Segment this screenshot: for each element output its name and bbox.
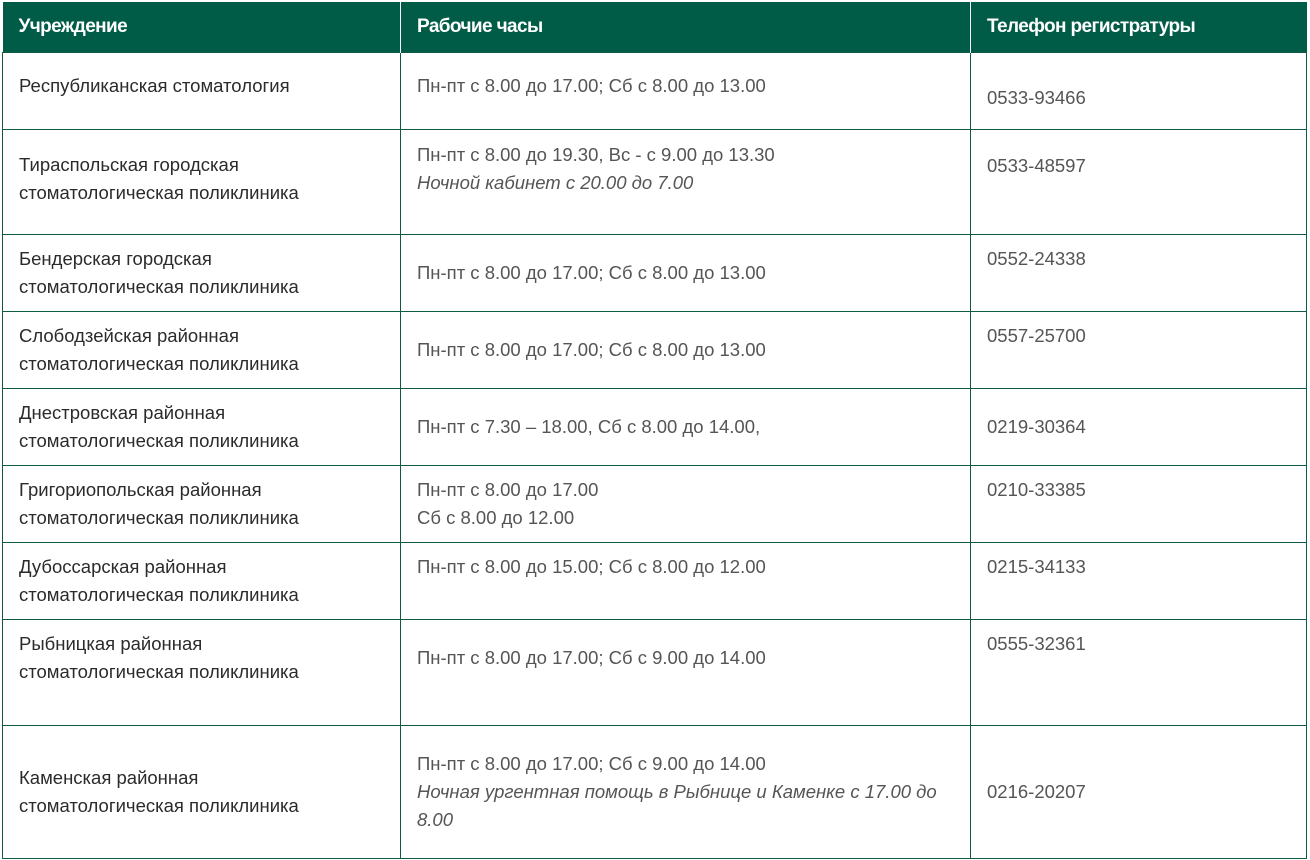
phone-number: 0219-30364 xyxy=(987,416,1086,437)
table-row xyxy=(3,312,1307,389)
institution-name-line: стоматологическая поликлиника xyxy=(19,430,299,451)
phone-cell xyxy=(971,543,1307,620)
institution-name-line: Каменская районная xyxy=(19,767,199,788)
table-row xyxy=(3,466,1307,543)
hours-line: Сб с 8.00 до 12.00 xyxy=(417,507,575,528)
institution-name-line: Дубоссарская районная xyxy=(19,556,227,577)
hours-cell xyxy=(401,130,971,235)
phone-number: 0533-93466 xyxy=(987,87,1086,108)
phone-cell xyxy=(971,312,1307,389)
table-row xyxy=(3,53,1307,130)
institution-name-line: Днестровская районная xyxy=(19,402,226,423)
hours-line: Пн-пт с 8.00 до 15.00; Сб с 8.00 до 12.00 xyxy=(417,556,766,577)
institution-cell xyxy=(3,389,401,466)
hours-cell xyxy=(401,466,971,543)
hours-line: Пн-пт с 8.00 до 17.00; Сб с 8.00 до 13.00 xyxy=(417,339,766,360)
phone-cell xyxy=(971,235,1307,312)
institution-cell xyxy=(3,466,401,543)
phone-cell xyxy=(971,53,1307,130)
institution-cell xyxy=(3,130,401,235)
phone-cell xyxy=(971,466,1307,543)
table-row xyxy=(3,620,1307,726)
institution-name-line: стоматологическая поликлиника xyxy=(19,795,299,816)
institution-cell xyxy=(3,543,401,620)
phone-number: 0215-34133 xyxy=(987,556,1086,577)
institution-name-line: стоматологическая поликлиника xyxy=(19,276,299,297)
institution-cell xyxy=(3,726,401,859)
phone-cell xyxy=(971,726,1307,859)
hours-cell xyxy=(401,389,971,466)
hours-line: Пн-пт с 8.00 до 19.30, Вс - с 9.00 до 13.30 xyxy=(417,144,775,165)
phone-number: 0555-32361 xyxy=(987,633,1086,654)
table-row xyxy=(3,130,1307,235)
institution-cell xyxy=(3,620,401,726)
hours-line: Пн-пт с 8.00 до 17.00; Сб с 9.00 до 14.00 xyxy=(417,647,766,668)
phone-number: 0533-48597 xyxy=(987,155,1086,176)
hours-line: Пн-пт с 8.00 до 17.00; Сб с 9.00 до 14.00 xyxy=(417,753,766,774)
institution-name-line: Тираспольская городская xyxy=(19,154,239,175)
institution-name-line: стоматологическая поликлиника xyxy=(19,353,299,374)
header-phone: Телефон регистратуры xyxy=(971,2,1307,53)
hours-cell xyxy=(401,312,971,389)
phone-number: 0216-20207 xyxy=(987,781,1086,802)
institution-name-line: Рыбницкая районная xyxy=(19,633,203,654)
table-row xyxy=(3,543,1307,620)
institution-cell xyxy=(3,312,401,389)
table-row xyxy=(3,389,1307,466)
phone-cell xyxy=(971,130,1307,235)
hours-cell xyxy=(401,53,971,130)
institution-name-line: Республиканская стоматология xyxy=(19,75,290,96)
institution-cell xyxy=(3,53,401,130)
institution-name-line: Григориопольская районная xyxy=(19,479,262,500)
hours-note: Ночной кабинет с 20.00 до 7.00 xyxy=(417,172,694,193)
phone-number: 0557-25700 xyxy=(987,325,1086,346)
hours-cell xyxy=(401,543,971,620)
hours-line: Пн-пт с 7.30 – 18.00, Сб с 8.00 до 14.00, xyxy=(417,416,761,437)
institution-name-line: стоматологическая поликлиника xyxy=(19,661,299,682)
hours-line: Пн-пт с 8.00 до 17.00; Сб с 8.00 до 13.00 xyxy=(417,75,766,96)
hours-line: Пн-пт с 8.00 до 17.00 xyxy=(417,479,599,500)
hours-cell xyxy=(401,726,971,859)
institution-name-line: Бендерская городская xyxy=(19,248,212,269)
header-institution: Учреждение xyxy=(3,2,401,53)
hours-line: Пн-пт с 8.00 до 17.00; Сб с 8.00 до 13.00 xyxy=(417,262,766,283)
table-row xyxy=(3,726,1307,859)
institution-name-line: Слободзейская районная xyxy=(19,325,239,346)
institution-cell xyxy=(3,235,401,312)
table-row xyxy=(3,235,1307,312)
hours-note: Ночная ургентная помощь в Рыбнице и Каменке с 17.00 до 8.00 xyxy=(417,781,937,830)
phone-cell xyxy=(971,389,1307,466)
header-hours: Рабочие часы xyxy=(401,2,971,53)
institution-name-line: стоматологическая поликлиника xyxy=(19,507,299,528)
clinics-table xyxy=(2,2,1307,859)
phone-number: 0210-33385 xyxy=(987,479,1086,500)
hours-cell xyxy=(401,620,971,726)
institution-name-line: стоматологическая поликлиника xyxy=(19,584,299,605)
phone-cell xyxy=(971,620,1307,726)
hours-cell xyxy=(401,235,971,312)
institution-name-line: стоматологическая поликлиника xyxy=(19,182,299,203)
table-header-row xyxy=(3,2,1307,53)
phone-number: 0552-24338 xyxy=(987,248,1086,269)
